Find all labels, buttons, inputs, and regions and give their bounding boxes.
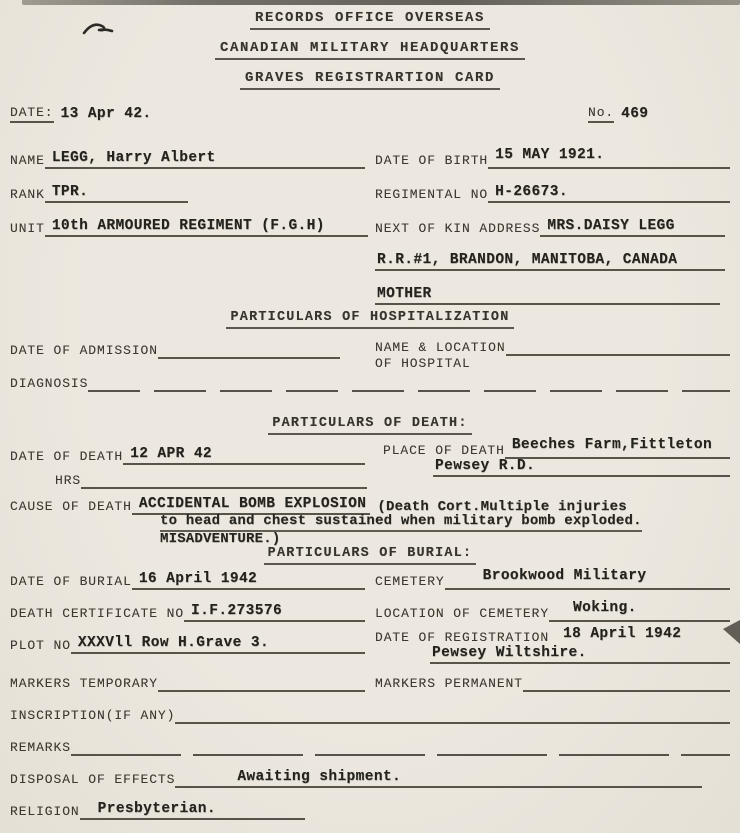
rank-label: RANK — [10, 187, 45, 202]
unit-label: UNIT — [10, 221, 45, 236]
date-of-birth-field — [375, 149, 730, 169]
religion-value: Presbyterian. — [97, 801, 216, 817]
hospital-label-line2: OF HOSPITAL — [375, 356, 471, 371]
date-of-admission-label: DATE OF ADMISSION — [10, 343, 158, 358]
date-of-admission-field — [10, 339, 340, 359]
next-of-kin-value: MRS.DAISY LEGG — [547, 218, 675, 234]
card-number-field — [588, 103, 698, 123]
death-certificate-field — [10, 602, 365, 622]
date-of-registration-label: DATE OF REGISTRATION — [375, 630, 550, 645]
date-of-burial-field — [10, 570, 365, 590]
inscription-field — [10, 704, 730, 724]
place-of-death-line2 — [433, 459, 730, 477]
hrs-label: HRS — [55, 473, 82, 488]
diagnosis-field — [10, 372, 730, 392]
date-of-death-value: 12 APR 42 — [130, 446, 213, 462]
next-of-kin-field — [375, 217, 725, 237]
plot-no-field — [10, 634, 365, 654]
cemetery-label: CEMETERY — [375, 574, 445, 589]
markers-permanent-label: MARKERS PERMANENT — [375, 676, 523, 691]
markers-permanent-field — [375, 672, 730, 692]
date-of-registration-value-line2: Pewsey Wiltshire. — [432, 645, 587, 661]
cause-of-death-value: ACCIDENTAL BOMB EXPLOSION — [138, 496, 367, 512]
date-of-birth-label: DATE OF BIRTH — [375, 153, 489, 168]
place-of-death-value-line1: Beeches Farm,Fittleton — [511, 437, 713, 453]
disposal-of-effects-value: Awaiting shipment. — [237, 769, 402, 785]
date-of-registration-line2 — [430, 646, 730, 664]
religion-label: RELIGION — [10, 804, 80, 819]
remarks-label: REMARKS — [10, 740, 71, 755]
rank-field — [10, 183, 188, 203]
disposal-of-effects-field — [10, 768, 702, 788]
page-title-line2: CANADIAN MILITARY HEADQUARTERS — [0, 38, 740, 60]
cemetery-location-label: LOCATION OF CEMETERY — [375, 606, 550, 621]
name-label: NAME — [10, 153, 45, 168]
next-of-kin-relation-value: MOTHER — [377, 286, 432, 302]
date-of-burial-value: 16 April 1942 — [138, 571, 258, 587]
cause-of-death-note-line3: MISADVENTURE.) — [160, 531, 281, 547]
cemetery-value: Brookwood Military — [482, 568, 647, 584]
date-of-death-field — [10, 445, 365, 465]
hospital-label-line1: NAME & LOCATION — [375, 340, 506, 355]
inscription-label: INSCRIPTION(IF ANY) — [10, 708, 176, 723]
next-of-kin-address-line2-value: R.R.#1, BRANDON, MANITOBA, CANADA — [377, 252, 678, 268]
cemetery-field — [375, 570, 730, 590]
date-of-death-label: DATE OF DEATH — [10, 449, 124, 464]
regimental-no-label: REGIMENTAL NO — [375, 187, 489, 202]
card-date-label: DATE: — [10, 104, 54, 123]
next-of-kin-label: NEXT OF KIN ADDRESS — [375, 221, 541, 236]
cemetery-location-field — [375, 602, 730, 622]
place-of-death-label: PLACE OF DEATH — [383, 443, 505, 458]
card-number-value: 469 — [621, 106, 649, 122]
hospitalization-section-title: PARTICULARS OF HOSPITALIZATION — [0, 307, 740, 329]
next-of-kin-relation-line — [375, 285, 720, 305]
date-of-burial-label: DATE OF BURIAL — [10, 574, 132, 589]
cause-of-death-label: CAUSE OF DEATH — [10, 499, 132, 514]
hospital-field — [375, 336, 730, 356]
name-value: LEGG, Harry Albert — [51, 150, 216, 166]
religion-field — [10, 800, 305, 820]
death-section-title: PARTICULARS OF DEATH: — [0, 413, 740, 435]
markers-temporary-field — [10, 672, 365, 692]
regimental-no-field — [375, 183, 730, 203]
name-field — [10, 149, 365, 169]
next-of-kin-address-line2 — [375, 251, 725, 271]
date-of-registration-value-line1: 18 April 1942 — [563, 626, 682, 642]
remarks-field — [10, 736, 730, 756]
markers-temporary-label: MARKERS TEMPORARY — [10, 676, 158, 691]
rank-value: TPR. — [51, 184, 89, 200]
scanner-edge-shadow — [22, 0, 740, 5]
page-title-line1: RECORDS OFFICE OVERSEAS — [0, 8, 740, 30]
card-date-value: 13 Apr 42. — [60, 106, 152, 122]
plot-no-value: XXXVll Row H.Grave 3. — [77, 635, 270, 651]
burial-section-title: PARTICULARS OF BURIAL: — [0, 543, 740, 565]
card-number-label: No. — [588, 104, 614, 123]
diagnosis-label: DIAGNOSIS — [10, 376, 89, 391]
place-of-death-value-line2: Pewsey R.D. — [435, 458, 536, 474]
death-certificate-value: I.F.273576 — [191, 603, 283, 619]
card-date-field — [10, 103, 240, 123]
unit-value: 10th ARMOURED REGIMENT (F.G.H) — [51, 218, 325, 234]
paper-fold-mark — [723, 620, 740, 644]
page-title-line3: GRAVES REGISTRARTION CARD — [0, 68, 740, 90]
death-certificate-label: DEATH CERTIFICATE NO — [10, 606, 185, 621]
date-of-birth-value: 15 MAY 1921. — [495, 147, 605, 163]
disposal-of-effects-label: DISPOSAL OF EFFECTS — [10, 772, 176, 787]
plot-no-label: PLOT NO — [10, 638, 71, 653]
cemetery-location-value: Woking. — [573, 600, 637, 616]
regimental-no-value: H-26673. — [495, 184, 568, 200]
cause-of-death-note-line1: (Death Cort.Multiple injuries — [377, 499, 627, 515]
unit-field — [10, 217, 368, 237]
hrs-field — [55, 471, 367, 489]
cause-of-death-note-line2: to head and chest sustained when military bomb exploded. — [160, 513, 642, 532]
